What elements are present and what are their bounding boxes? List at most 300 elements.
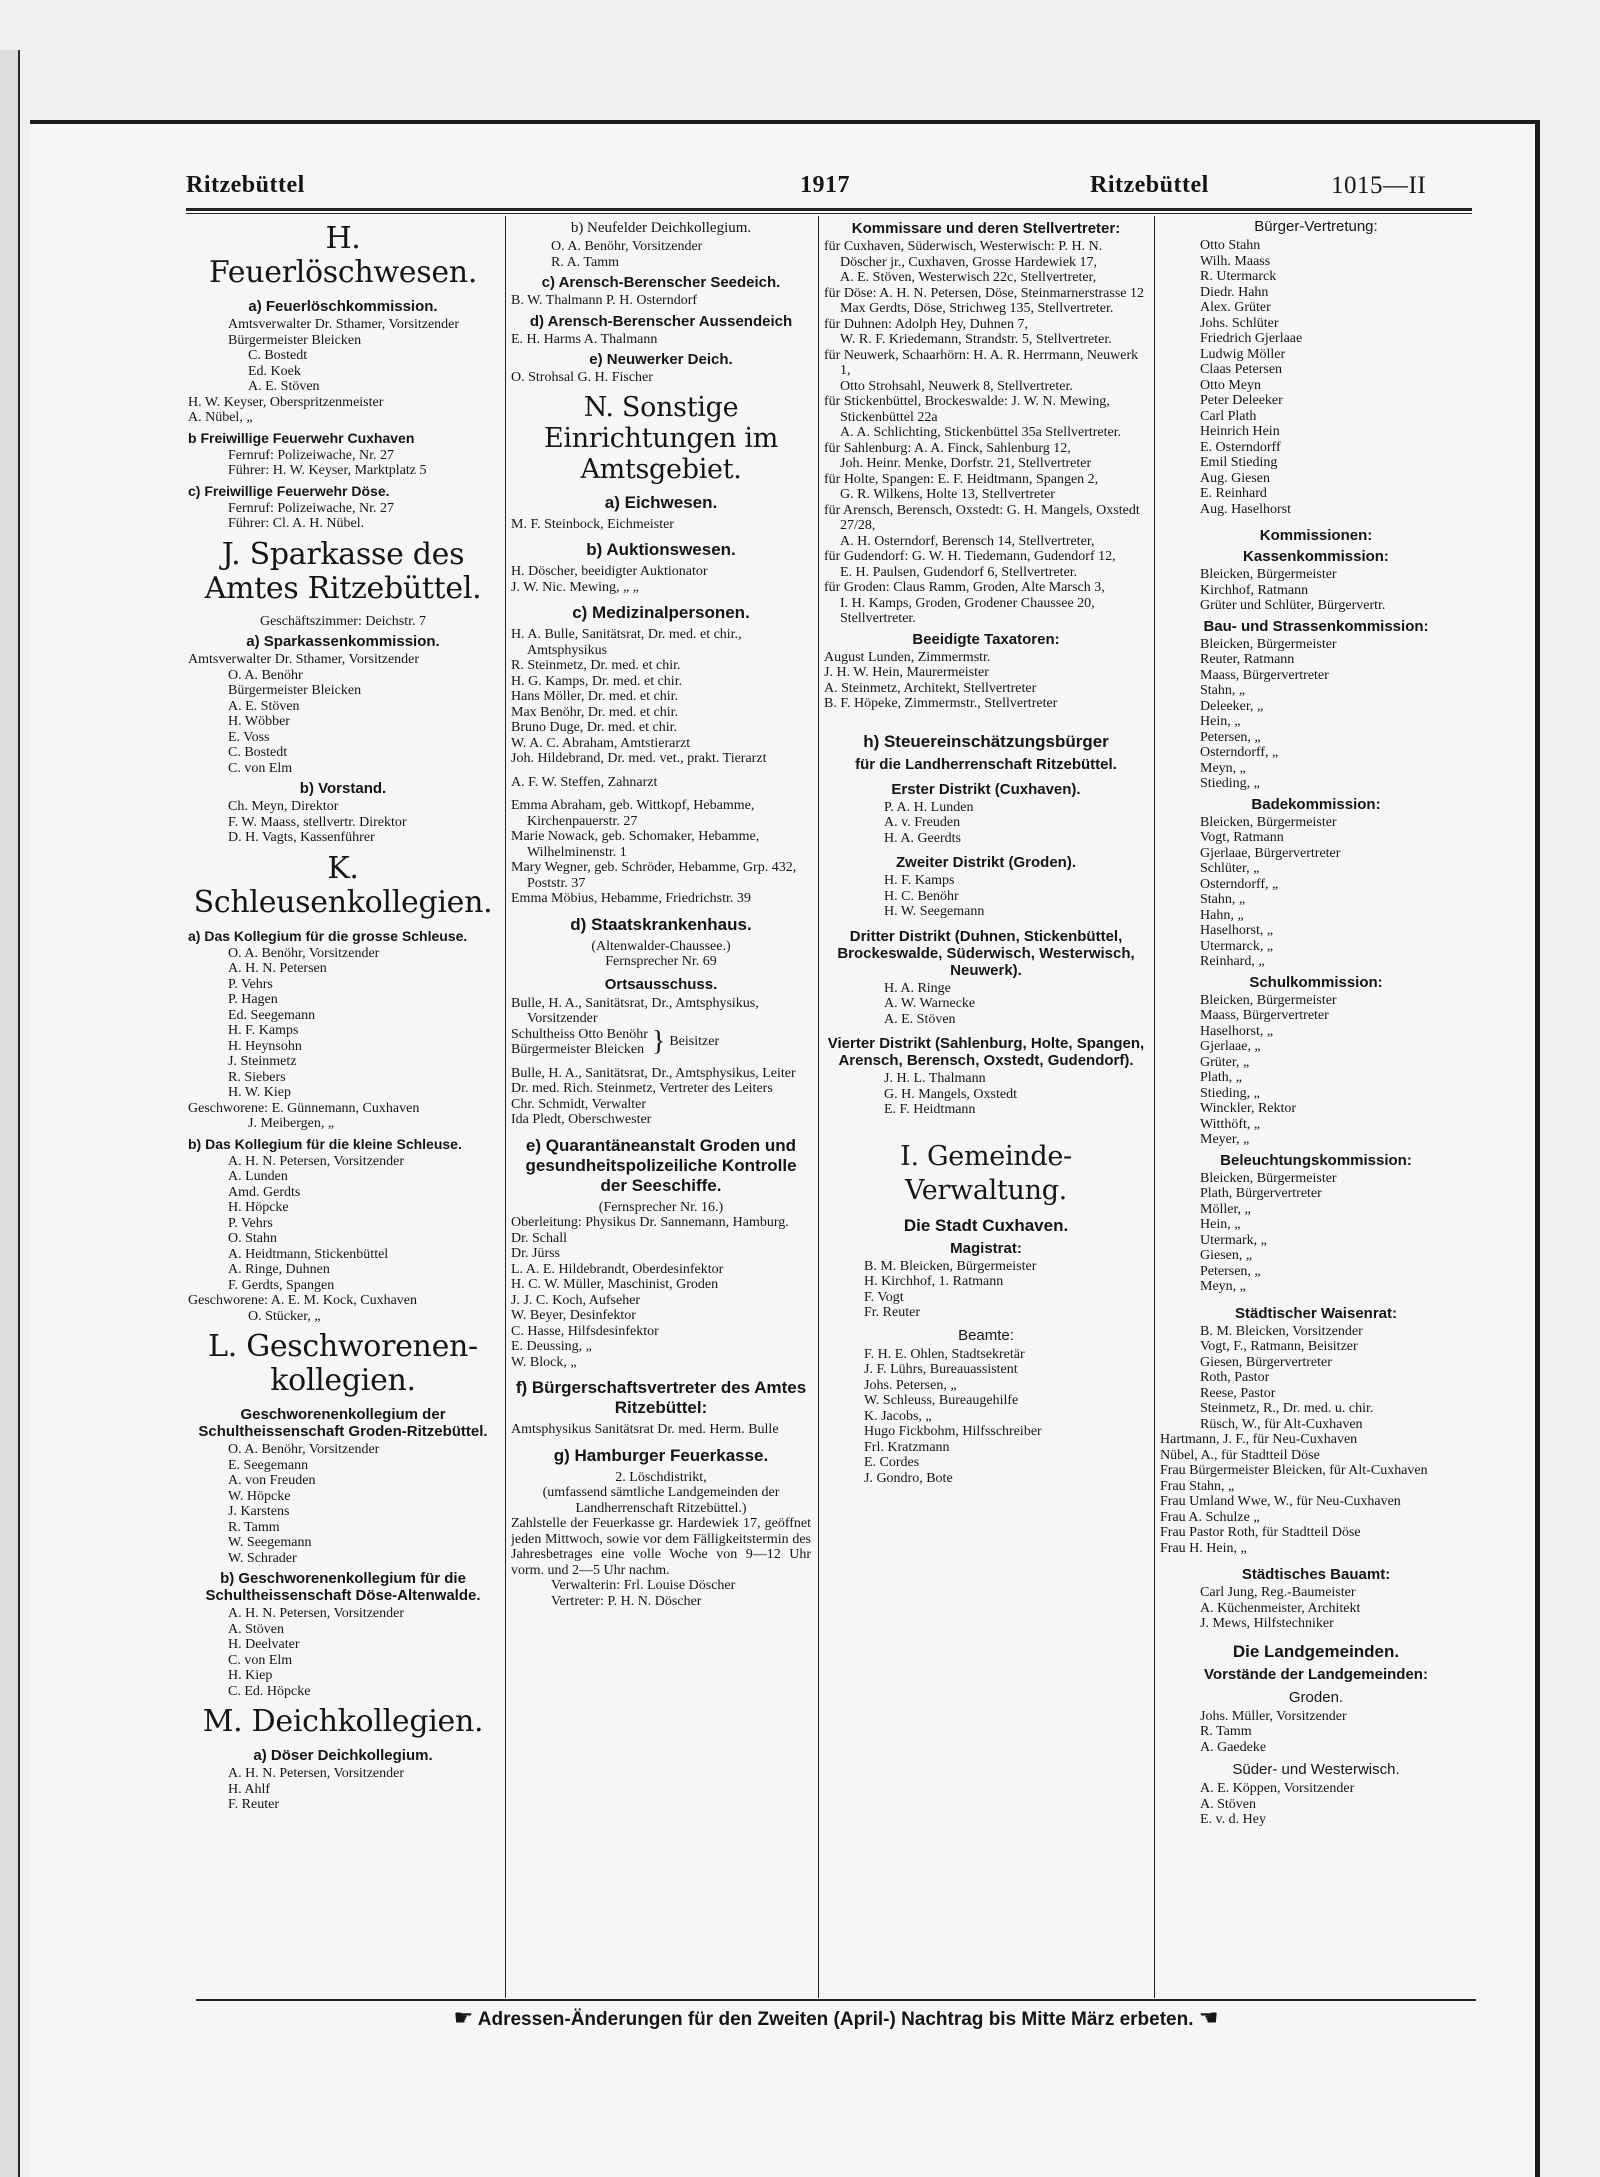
list-item: Wilh. Maass [1200, 253, 1271, 269]
list-item: A. H. N. Petersen, Vorsitzender [228, 1606, 405, 1621]
list-item: Schlüter, „ [1200, 861, 1260, 876]
list-item: E. Voss [228, 729, 270, 745]
list-item: J. W. Nic. Mewing, „ „ [511, 579, 639, 595]
list [188, 1101, 498, 1132]
section-title: H. Feuerlöschwesen. [208, 221, 478, 290]
subsection-title: Beeidigte Taxatoren: [912, 630, 1060, 648]
list-item: Steinmetz, R., Dr. med. u. chir. [1200, 1401, 1374, 1416]
list-item: Ed. Koek [248, 363, 301, 379]
list-item: G. H. Mangels, Oxstedt [884, 1086, 1017, 1102]
list-item: E. F. Heidtmann [884, 1102, 976, 1117]
list-item: Grüter und Schlüter, Bürgervertr. [1200, 598, 1386, 613]
list-item: Hans Möller, Dr. med. et chir. [511, 689, 679, 704]
list [824, 1259, 1148, 1321]
list [1160, 1781, 1472, 1828]
subsection-title: Städtischer Waisenrat: [1235, 1304, 1397, 1322]
list-item: F. H. E. Ohlen, Stadtsekretär [864, 1346, 1025, 1362]
list-item: J. Gondro, Bote [864, 1470, 953, 1486]
list-item: Kirchhof, Ratmann [1200, 582, 1309, 598]
list-item: Schultheiss Otto Benöhr [511, 1026, 648, 1042]
subsection-title: c) Freiwillige Feuerwehr Döse. [188, 482, 390, 499]
list-item: H. W. Seegemann [884, 904, 985, 919]
column-2 [511, 216, 811, 1998]
subsection-title: Geschworenenkollegium der Schultheissenschaft Groden-Ritzebüttel. [198, 1406, 488, 1440]
subsection-title: a) Feuerlöschkommission. [248, 298, 438, 315]
list-item: Otto Strohsahl, Neuwerk 8, Stellvertreter. [840, 378, 1073, 394]
list-item: Haselhorst, „ [1200, 1023, 1274, 1039]
list-item: O. Strohsal G. H. Fischer [511, 370, 653, 385]
list-item: R. Utermarck [1200, 269, 1277, 284]
list-item: E. Deussing, „ [511, 1339, 592, 1354]
list-item: Frau Bürgermeister Bleicken, für Alt-Cuxhaven [1160, 1463, 1428, 1478]
list-item: Haselhorst, „ [1200, 923, 1274, 938]
list-item: R. A. Tamm [551, 254, 619, 270]
list-item: G. R. Wilkens, Holte 13, Stellvertreter [840, 487, 1055, 502]
list-item: I. H. Kamps, Groden, Grodener Chaussee 20, Stellvertreter. [840, 595, 1095, 626]
subsection-title: a) Das Kollegium für die grosse Schleuse. [188, 927, 468, 944]
subsection-title: Badekommission: [1251, 795, 1381, 813]
list-item: H. W. Kiep [228, 1085, 291, 1100]
list-item: Emil Stieding [1200, 455, 1278, 470]
list [188, 1442, 498, 1566]
list-item: H. Höpcke [228, 1200, 289, 1215]
subsection-title: b) Das Kollegium für die kleine Schleuse. [188, 1135, 462, 1152]
list-item: Max Gerdts, Döse, Strichweg 135, Stellvertreter. [840, 301, 1114, 316]
list [511, 996, 811, 1027]
district-scope: (umfassend sämtliche Landgemeinden der Landherrenschaft Ritzebüttel.) [542, 1485, 780, 1516]
list-item: Stieding, „ [1200, 776, 1260, 791]
list-item: J. Steinmetz [228, 1054, 297, 1069]
list-item: für Holte, Spangen: E. F. Heidtmann, Spangen 2, [824, 471, 1099, 487]
list-item: für Duhnen: Adolph Hey, Duhnen 7, [824, 316, 1029, 332]
list-item: E. H. Harms A. Thalmann [511, 331, 658, 347]
list-item: W. Schrader [228, 1550, 297, 1566]
list-item: Bürgermeister Bleicken [228, 683, 362, 698]
header-rule [186, 208, 1472, 214]
list-item: W. Beyer, Desinfektor [511, 1308, 636, 1323]
list-item: Geschworene: E. Günnemann, Cuxhaven [188, 1100, 420, 1116]
list-item: O. A. Benöhr, Vorsitzender [228, 945, 380, 961]
list-item: H. Kirchhof, 1. Ratmann [864, 1274, 1004, 1289]
list-item: Frau A. Schulze „ [1160, 1509, 1260, 1525]
municipality-title: Süder- und Westerwisch. [1232, 1761, 1400, 1778]
list-item: L. A. E. Hildebrandt, Oberdesinfektor [511, 1261, 724, 1277]
subsection-title: a) Sparkassenkommission. [246, 633, 440, 650]
dentist: A. F. W. Steffen, Zahnarzt [511, 774, 658, 790]
list [188, 1293, 498, 1324]
list-item: O. Stahn [228, 1231, 277, 1246]
list-item: J. H. L. Thalmann [884, 1071, 986, 1086]
list-item: Giesen, „ [1200, 1248, 1253, 1263]
subsection-title: h) Steuereinschätzungsbürger [863, 731, 1109, 751]
district-title: Vierter Distrikt (Sahlenburg, Holte, Spangen, Arensch, Berensch, Oxstedt, Gudendorf). [827, 1035, 1145, 1069]
list-item: Vertreter: P. H. N. Döscher [551, 1593, 702, 1609]
list-item: E. Reinhard [1200, 486, 1267, 501]
list-item: A. E. Stöven, Westerwisch 22c, Stellvertreter, [840, 270, 1097, 285]
list [511, 1027, 648, 1058]
list-item: D. H. Vagts, Kassenführer [228, 830, 375, 845]
list-item: Claas Petersen [1200, 362, 1283, 377]
subsection-subtitle: Vorstände der Landgemeinden: [1204, 1665, 1428, 1683]
list-item: Frau Umland Wwe, W., für Neu-Cuxhaven [1160, 1494, 1401, 1509]
subsection-title: Bau- und Strassenkommission: [1203, 617, 1429, 635]
list-item: Hartmann, J. F., für Neu-Cuxhaven [1160, 1432, 1358, 1447]
list-item: A. von Freuden [228, 1473, 316, 1488]
list-item: Grüter, „ [1200, 1054, 1250, 1070]
list-item: Führer: H. W. Keyser, Marktplatz 5 [228, 463, 427, 478]
list-item: Bleicken, Bürgermeister [1200, 636, 1337, 652]
list [511, 1578, 811, 1609]
list-item: A. Nübel, „ [188, 410, 253, 425]
list-item: A. W. Warnecke [884, 996, 976, 1011]
city-title: Die Stadt Cuxhaven. [903, 1215, 1069, 1235]
list [824, 873, 1148, 920]
list-item: B. M. Bleicken, Vorsitzender [1200, 1323, 1363, 1339]
subsection-title: d) Arensch-Berenscher Aussendeich [529, 312, 793, 330]
list-item: für Groden: Claus Ramm, Groden, Alte Marsch 3, [824, 580, 1105, 595]
list-item: F. Gerdts, Spangen [228, 1277, 335, 1293]
section-title: J. Sparkasse des Amtes Ritzebüttel. [204, 536, 482, 606]
list-item: Bulle, H. A., Sanitätsrat, Dr., Amtsphysikus, Leiter [511, 1065, 796, 1081]
column-4 [1160, 216, 1472, 1998]
list-item: Friedrich Gjerlaae [1200, 331, 1303, 346]
list [511, 1215, 811, 1370]
district-title: Dritter Distrikt (Duhnen, Stickenbüttel, Brockeswalde, Süderwisch, Westerwisch, Neuwerk). [837, 927, 1135, 979]
list-item: P. Vehrs [228, 1215, 273, 1231]
list [511, 1422, 811, 1438]
running-header [186, 172, 1466, 206]
list-item: A. H. N. Petersen [228, 961, 327, 976]
list [824, 1347, 1148, 1487]
list-item: W. Seegemann [228, 1535, 312, 1550]
list-item: Emma Abraham, geb. Wittkopf, Hebamme, Kirchenpauerstr. 27 [511, 798, 755, 829]
list-item: A. Steinmetz, Architekt, Stellvertreter [824, 680, 1037, 696]
list-item: Joh. Hildebrand, Dr. med. vet., prakt. Tierarzt [511, 751, 767, 766]
list-item: O. Stücker, „ [248, 1308, 321, 1324]
subsection-title: Magistrat: [950, 1239, 1022, 1257]
list-item: F. W. Maass, stellvertr. Direktor [228, 814, 407, 830]
list-item: E. H. Paulsen, Gudendorf 6, Stellvertreter. [840, 564, 1078, 580]
list-item: H. A. Bulle, Sanitätsrat, Dr. med. et chir., Amtsphysikus [511, 627, 742, 658]
list-item: Bürgermeister Bleicken [228, 332, 362, 348]
list-item: C. von Elm [228, 760, 293, 776]
list-item: Nübel, A., für Stadtteil Döse [1160, 1447, 1320, 1463]
previous-page-edge [0, 50, 20, 2177]
list-item: J. J. C. Koch, Aufseher [511, 1292, 641, 1308]
list-item: für Cuxhaven, Süderwisch, Westerwisch: P. H. N. Döscher jr., Cuxhaven, Grosse Hardewiek 17, [824, 239, 1103, 270]
list-item: H. G. Kamps, Dr. med. et chir. [511, 673, 683, 689]
list-item: Peter Deleeker [1200, 393, 1283, 408]
subsection-subtitle: für die Landherrenschaft Ritzebüttel. [855, 755, 1117, 773]
column-separator [1154, 216, 1155, 1998]
list-item: Marie Nowack, geb. Schomaker, Hebamme, Wilhelminenstr. 1 [511, 829, 760, 860]
list-item: Frau Stahn, „ [1160, 1478, 1235, 1494]
list [1160, 637, 1472, 792]
list-item: Ed. Seegemann [228, 1007, 316, 1023]
list [511, 1066, 811, 1128]
list-item: Winckler, Rektor [1200, 1101, 1297, 1116]
list-item: A. Stöven [228, 1621, 284, 1637]
list-item: Stahn, „ [1200, 683, 1246, 698]
list-item: H. C. W. Müller, Maschinist, Groden [511, 1277, 719, 1292]
subsection-title: Beamte: [958, 1326, 1014, 1344]
list-item: Reese, Pastor [1200, 1385, 1276, 1401]
list-item: Alex. Grüter [1200, 300, 1271, 315]
list-item: Aug. Haselhorst [1200, 501, 1291, 517]
list-item: H. F. Kamps [228, 1023, 299, 1038]
list-item: A. Küchenmeister, Architekt [1200, 1600, 1361, 1616]
list-item: W. Höpcke [228, 1488, 291, 1504]
list [188, 1606, 498, 1699]
list-item: Stahn, „ [1200, 892, 1246, 907]
list-item: Hugo Fickbohm, Hilfsschreiber [864, 1424, 1042, 1439]
subsection-title: Kommissare und deren Stellvertreter: [851, 220, 1121, 237]
list [188, 652, 498, 776]
list-item: Maass, Bürgervertreter [1200, 667, 1329, 683]
list-item: Maass, Bürgervertreter [1200, 1008, 1329, 1023]
list-item: Dr. Schall [511, 1230, 567, 1246]
office-address: Geschäftszimmer: Deichstr. 7 [259, 613, 426, 629]
list-item: W. A. C. Abraham, Amtstierarzt [511, 735, 691, 751]
list-item: R. Tamm [228, 1519, 280, 1535]
list-item: Max Benöhr, Dr. med. et chir. [511, 704, 679, 720]
list-item: Verwalterin: Frl. Louise Döscher [551, 1578, 736, 1593]
subsection-title: a) Döser Deichkollegium. [253, 1747, 433, 1764]
list-item: Gjerlaae, „ [1200, 1039, 1261, 1054]
list-item: H. Wöbber [228, 714, 290, 729]
list-item: H. W. Keyser, Oberspritzenmeister [188, 394, 384, 410]
list-item: Joh. Heinr. Menke, Dorfstr. 21, Stellvertreter [840, 456, 1092, 471]
list-item: R. Siebers [228, 1069, 286, 1085]
list-item: Hein, „ [1200, 714, 1241, 729]
list-item: P. Vehrs [228, 976, 273, 992]
board-title: Ortsausschuss. [604, 975, 718, 993]
list-item: Stieding, „ [1200, 1085, 1260, 1101]
list [1160, 993, 1472, 1148]
list-item: Emma Möbius, Hebamme, Friedrichstr. 39 [511, 891, 751, 906]
list-item: Vogt, Ratmann [1200, 830, 1284, 845]
subsection-title: a) Eichwesen. [604, 492, 718, 512]
brace: } [651, 1026, 666, 1057]
list [1160, 1585, 1472, 1632]
list-item: für Gudendorf: G. W. H. Tiedemann, Gudendorf 12, [824, 549, 1116, 564]
list-item: E. Cordes [864, 1455, 920, 1470]
list-item: Führer: Cl. A. H. Nübel. [228, 516, 365, 531]
subsection-title: f) Bürgerschaftsvertreter des Amtes Ritzebüttel: [515, 1378, 807, 1417]
list-item: für Neuwerk, Schaarhörn: H. A. R. Herrmann, Neuwerk 1, [824, 347, 1139, 378]
subsection-title: b) Neufelder Deichkollegium. [570, 220, 752, 236]
list-item: für Sahlenburg: A. A. Finck, Sahlenburg 12, [824, 440, 1071, 456]
list-item: J. Mews, Hilfstechniker [1200, 1616, 1334, 1631]
list-item: Amtsverwalter Dr. Sthamer, Vorsitzender [228, 317, 460, 332]
list-item: Oberleitung: Physikus Dr. Sannemann, Hamburg. [511, 1215, 789, 1230]
list [511, 332, 811, 348]
list-item: für Döse: A. H. N. Petersen, Döse, Steinmarnerstrasse 12 [824, 285, 1144, 301]
list-item: A. v. Freuden [884, 815, 961, 830]
footer-rule [196, 1999, 1476, 2001]
list-item: Reuter, Ratmann [1200, 652, 1295, 667]
list-item: C. von Elm [228, 1652, 293, 1668]
header-year: 1917 [800, 172, 850, 198]
list [188, 1766, 498, 1813]
subsection-title: Schulkommission: [1249, 973, 1383, 991]
assessor-pair [511, 1027, 811, 1058]
footer-text: Adressen-Änderungen für den Zweiten (April-) Nachtrag bis Mitte März erbeten. [477, 2009, 1194, 2030]
list-item: A. E. Köppen, Vorsitzender [1200, 1781, 1355, 1796]
list-item: Roth, Pastor [1200, 1370, 1270, 1385]
list-item: (Altenwalder-Chaussee.) [591, 938, 731, 954]
list-item: A. H. N. Petersen, Vorsitzender [228, 1766, 405, 1781]
list [511, 239, 811, 270]
list-item: Frau H. Hein, „ [1160, 1540, 1247, 1556]
list-item: O. A. Benöhr, Vorsitzender [228, 1442, 380, 1457]
list-item: Ch. Meyn, Direktor [228, 799, 339, 814]
section-title: K. Schleusenkollegien. [193, 850, 493, 920]
list-item: Geschworene: A. E. M. Kock, Cuxhaven [188, 1293, 418, 1308]
list-item: Hein, „ [1200, 1217, 1241, 1232]
list-item: Osterndorff, „ [1200, 745, 1279, 760]
list-item: R. Steinmetz, Dr. med. et chir. [511, 658, 681, 673]
subsection-title: c) Arensch-Berenscher Seedeich. [541, 274, 781, 291]
list-item: Ludwig Möller [1200, 346, 1286, 362]
municipality-title: Groden. [1288, 1688, 1344, 1706]
list-item: A. H. Osterndorf, Berensch 14, Stellvertreter, [840, 533, 1095, 549]
list [824, 981, 1148, 1028]
subsection-title: b) Geschworenenkollegium für die Schultheissenschaft Döse-Altenwalde. [205, 1570, 481, 1604]
list-item: Amtsphysikus Sanitätsrat Dr. med. Herm. Bulle [511, 1422, 779, 1437]
list-item: Meyn, „ [1200, 1279, 1246, 1294]
list-item: A. E. Stöven [248, 379, 320, 394]
list [1160, 1324, 1472, 1557]
list [188, 448, 498, 479]
list [824, 650, 1148, 712]
list-item: E. Seegemann [228, 1457, 309, 1473]
list-item: Bürgermeister Bleicken [511, 1042, 645, 1057]
list [1160, 815, 1472, 970]
list-item: B. M. Bleicken, Bürgermeister [864, 1258, 1037, 1274]
list-item: K. Jacobs, „ [864, 1408, 932, 1424]
subsection-title: e) Quarantäneanstalt Groden und gesundheitspolizeiliche Kontrolle der Seeschiffe. [525, 1135, 797, 1195]
list-item: Fr. Reuter [864, 1305, 920, 1320]
list-item: E. v. d. Hey [1200, 1812, 1266, 1827]
list-item: O. A. Benöhr [228, 667, 303, 683]
section-title: L. Geschworenen-kollegien. [208, 1329, 478, 1398]
column-1 [188, 216, 498, 1998]
pointing-hand-icon: ☛ [453, 2006, 474, 2031]
list-item: Gjerlaae, Bürgervertreter [1200, 845, 1341, 861]
list-item: C. Ed. Höpcke [228, 1683, 311, 1699]
list-item: Heinrich Hein [1200, 424, 1280, 439]
pair-label: Beisitzer [669, 1034, 720, 1050]
column-separator [818, 216, 819, 1998]
list-item: H. Kiep [228, 1668, 273, 1683]
list-item: Ida Pledt, Oberschwester [511, 1112, 652, 1127]
list-item: Osterndorff, „ [1200, 876, 1279, 892]
list-item: Petersen, „ [1200, 729, 1261, 745]
list-item: Plath, Bürgervertreter [1200, 1186, 1322, 1201]
list-item: Mary Wegner, geb. Schröder, Hebamme, Grp. 432, Poststr. 37 [511, 860, 797, 891]
district-title: Zweiter Distrikt (Groden). [895, 854, 1077, 871]
list [511, 564, 811, 595]
subsection-title: d) Staatskrankenhaus. [570, 914, 752, 934]
list-item: P. A. H. Lunden [884, 799, 974, 815]
list [188, 317, 498, 426]
list-item: Bleicken, Bürgermeister [1200, 992, 1337, 1008]
list-item: Hahn, „ [1200, 907, 1244, 923]
subsection-title: Bürger-Vertretung: [1254, 218, 1378, 235]
list-item: A. H. N. Petersen, Vorsitzender [228, 1153, 405, 1169]
list-item: Vogt, F., Ratmann, Beisitzer [1200, 1339, 1358, 1354]
section-title: I. Gemeinde-Verwaltung. [900, 1140, 1072, 1206]
list-item: Fernsprecher Nr. 69 [605, 954, 717, 969]
list [188, 799, 498, 846]
list-item: für Stickenbüttel, Brockeswalde: J. W. N. Mewing, Stickenbüttel 22a [824, 394, 1110, 425]
list [1160, 1171, 1472, 1295]
header-right: Ritzebüttel [1090, 172, 1209, 198]
list [188, 501, 498, 532]
list-item: Meyn, „ [1200, 760, 1246, 776]
subsection-title: Die Landgemeinden. [1232, 1641, 1400, 1661]
list-item: C. Bostedt [228, 745, 288, 760]
list-item: Dr. Jürss [511, 1246, 561, 1261]
list-item: A. E. Stöven [884, 1011, 956, 1027]
list-item: Rüsch, W., für Alt-Cuxhaven [1200, 1416, 1363, 1432]
pointing-hand-left-icon: ☚ [1198, 2006, 1219, 2031]
list [1160, 1709, 1472, 1756]
list [1160, 567, 1472, 614]
list [511, 293, 811, 309]
list [511, 798, 811, 907]
list-item: O. A. Benöhr, Vorsitzender [551, 239, 703, 254]
list-item: A. Lunden [228, 1169, 288, 1184]
list-item: R. Tamm [1200, 1724, 1252, 1739]
list-item: Fernruf: Polizeiwache, Nr. 27 [228, 447, 395, 463]
subsection-title: g) Hamburger Feuerkasse. [553, 1445, 769, 1465]
list-item: J. Meibergen, „ [248, 1116, 335, 1131]
list [824, 239, 1148, 627]
list-item: Meyer, „ [1200, 1132, 1250, 1147]
list-item: A. A. Schlichting, Stickenbüttel 35a Stellvertreter. [840, 425, 1122, 440]
list-item: Amd. Gerdts [228, 1184, 301, 1200]
list-item: H. Deelvater [228, 1637, 300, 1652]
list-item: Witthöft, „ [1200, 1116, 1261, 1132]
list-item: Johs. Müller, Vorsitzender [1200, 1708, 1347, 1724]
list-item: Bleicken, Bürgermeister [1200, 567, 1337, 582]
column-separator [505, 216, 506, 1998]
list-item: Reinhard, „ [1200, 954, 1265, 969]
page-number: 1015—II [1331, 172, 1427, 199]
list-item: W. Block, „ [511, 1354, 577, 1370]
list-item: Amtsverwalter Dr. Sthamer, Vorsitzender [188, 652, 420, 667]
header-left: Ritzebüttel [186, 172, 305, 198]
list [188, 946, 498, 1101]
subsection-title: Kassenkommission: [1243, 548, 1389, 565]
list-item: Bulle, H. A., Sanitätsrat, Dr., Amtsphysikus, Vorsitzender [511, 995, 759, 1026]
list-item: Otto Stahn [1200, 238, 1261, 253]
list-item: H. A. Geerdts [884, 830, 961, 846]
list-item: Bleicken, Bürgermeister [1200, 1170, 1337, 1186]
list-item: W. R. F. Kriedemann, Strandstr. 5, Stellvertreter. [840, 332, 1112, 347]
list-item: Möller, „ [1200, 1201, 1251, 1217]
list-item: Petersen, „ [1200, 1263, 1261, 1279]
list-item: Carl Jung, Reg.-Baumeister [1200, 1585, 1356, 1600]
list-item: A. Stöven [1200, 1796, 1256, 1812]
subsection-title: b) Vorstand. [299, 780, 387, 797]
list-item: M. F. Steinbock, Eichmeister [511, 516, 674, 532]
list-item: Dr. med. Rich. Steinmetz, Vertreter des Leiters [511, 1081, 773, 1096]
list [824, 800, 1148, 847]
list-item: für Arensch, Berensch, Oxstedt: G. H. Mangels, Oxstedt 27/28, [824, 502, 1140, 533]
